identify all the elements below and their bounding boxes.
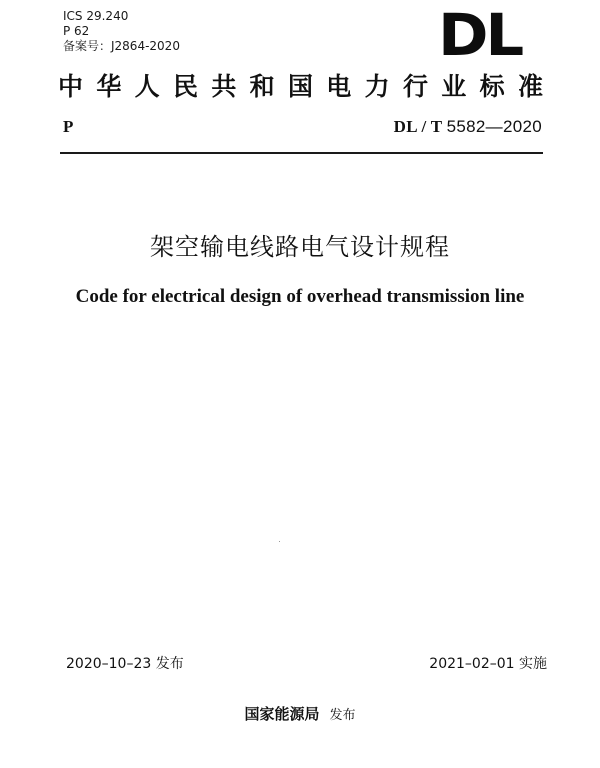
record-number: 备案号：J2864-2020: [63, 39, 180, 53]
org-char: 准: [517, 72, 543, 101]
implementation-date: 2021–02–01 实施: [429, 656, 547, 672]
org-char: 行: [402, 72, 428, 101]
standard-number: [394, 117, 542, 137]
issue-date: 2020–10–23 发布: [66, 656, 184, 672]
org-char: 力: [364, 72, 390, 101]
ccs-code: P 62: [63, 24, 90, 38]
publisher-name: 国家能源局: [244, 705, 320, 723]
org-char: 标: [479, 72, 505, 101]
org-char: 国: [287, 72, 313, 101]
category-code: P: [63, 117, 74, 136]
dl-logo: DL: [438, 1, 522, 69]
org-char: 人: [134, 72, 160, 101]
org-char: 中: [58, 72, 84, 101]
org-char: 业: [441, 72, 467, 101]
org-char: 电: [326, 72, 352, 101]
org-char: 和: [249, 72, 275, 101]
org-char: 共: [211, 72, 237, 101]
header-divider: [60, 152, 543, 154]
title-chinese: 架空输电线路电气设计规程: [150, 233, 450, 261]
scan-speck: [279, 541, 280, 542]
title-english: Code for electrical design of overhead transmission line: [75, 286, 525, 307]
org-char: 华: [96, 72, 122, 101]
publisher-verb: 发布: [329, 708, 356, 723]
standard-year-number: 5582—2020: [446, 117, 542, 136]
publisher: [0, 703, 600, 724]
org-char: 民: [172, 72, 198, 101]
standard-prefix: DL / T: [393, 117, 447, 136]
ics-code: ICS 29.240: [63, 9, 129, 23]
org-standard-line: [58, 70, 543, 104]
